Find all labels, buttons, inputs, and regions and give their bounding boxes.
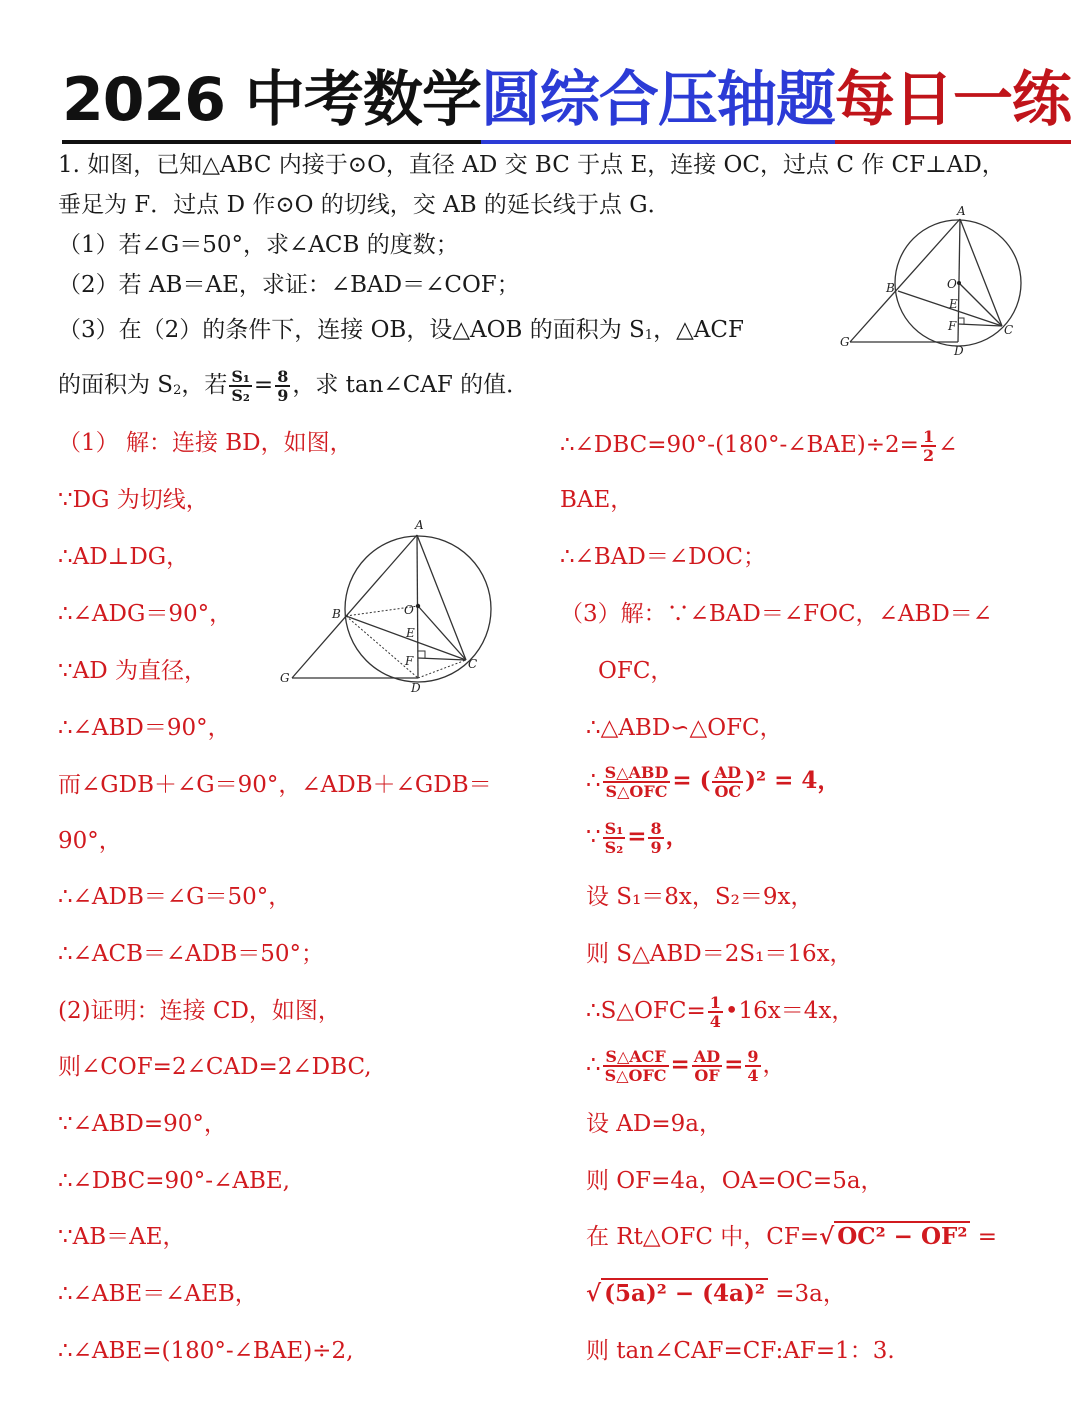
ratio-value-den: 9 bbox=[277, 386, 289, 405]
sol-right-15-b: = bbox=[970, 1224, 997, 1250]
quarter-num: 1 bbox=[709, 993, 721, 1012]
sqrt-5a-4a: √ (5a)² − (4a)² bbox=[586, 1279, 768, 1309]
question-3-cont bbox=[58, 368, 529, 406]
four: 4 bbox=[747, 1066, 759, 1085]
point-o bbox=[957, 281, 961, 285]
area-ofc: S△OFC bbox=[605, 782, 668, 801]
oc: OC bbox=[714, 782, 742, 801]
sqrt-oc-of: √ OC² − OF² bbox=[819, 1222, 970, 1252]
nine-quarters bbox=[745, 1048, 760, 1084]
point-o-2 bbox=[416, 604, 420, 608]
sol-right-16-b: =3a， bbox=[767, 1281, 846, 1307]
sol-right-9: 设 S₁＝8x，S₂＝9x， bbox=[586, 884, 814, 910]
ratio-s1-s2-sol bbox=[603, 820, 626, 856]
sol-right-7 bbox=[586, 764, 840, 800]
label-a: A bbox=[957, 204, 966, 218]
sol-right-5: OFC， bbox=[598, 658, 674, 684]
line-ag-2 bbox=[292, 535, 417, 678]
ratio-num: S₁ bbox=[231, 367, 250, 386]
problem-line-2: 垂足为 F．过点 D 作⊙O 的切线，交 AB 的延长线于点 G． bbox=[58, 192, 671, 218]
label-e: E bbox=[949, 297, 958, 311]
sol-left-9: ∴∠ADB＝∠G＝50°， bbox=[58, 884, 292, 910]
nine-2: 9 bbox=[747, 1047, 759, 1066]
question-1: （1）若∠G＝50°，求∠ACB 的度数； bbox=[58, 232, 459, 258]
quarter-den: 4 bbox=[709, 1012, 721, 1031]
line-cf-2 bbox=[418, 658, 466, 660]
area-ofc-2: S△OFC bbox=[604, 1066, 667, 1085]
sqrt-oc-of-radicand: OC² − OF² bbox=[834, 1221, 970, 1250]
half-num: 1 bbox=[922, 427, 935, 446]
page-title bbox=[62, 62, 1071, 142]
nine: 9 bbox=[650, 838, 662, 857]
sol-right-11 bbox=[586, 994, 854, 1030]
ratio-value-num: 8 bbox=[277, 367, 289, 386]
sol-left-3: ∴AD⊥DG， bbox=[58, 544, 190, 570]
sol-right-8-c: ， bbox=[665, 823, 689, 850]
sol-right-6: ∴△ABD∽△OFC， bbox=[586, 715, 783, 741]
ratio-value bbox=[275, 368, 290, 404]
sol-right-12-d: ， bbox=[762, 1052, 786, 1078]
sol-right-7-c: )² = 4， bbox=[745, 767, 841, 794]
area-ratio-acf-ofc bbox=[603, 1048, 669, 1084]
sol-right-11-a: ∴S△OFC= bbox=[586, 998, 706, 1024]
problem-figure bbox=[838, 200, 1038, 360]
sol-right-8 bbox=[586, 820, 689, 856]
ad: AD bbox=[712, 764, 743, 783]
sol-right-14: 则 OF=4a，OA=OC=5a， bbox=[586, 1168, 884, 1194]
sol-right-10: 则 S△ABD＝2S₁＝16x， bbox=[586, 941, 853, 967]
sol-right-7-a: ∴ bbox=[586, 768, 601, 794]
area-ratio-abd-ofc bbox=[603, 764, 671, 800]
ratio-ad-oc bbox=[712, 764, 743, 800]
question-3-eq: = bbox=[253, 372, 274, 398]
question-3-sub2: 2 bbox=[173, 383, 182, 398]
question-3-cont-c: ，求 tan∠CAF 的值． bbox=[292, 372, 530, 398]
ratio-ad-of bbox=[692, 1048, 722, 1084]
sol-right-8-b: = bbox=[627, 823, 647, 850]
half-den: 2 bbox=[922, 446, 935, 465]
question-3-sub1: 1 bbox=[644, 328, 654, 343]
sol-right-15-a: 在 Rt△OFC 中，CF= bbox=[586, 1224, 820, 1250]
ratio-den: S₂ bbox=[231, 386, 250, 405]
label-d: D bbox=[954, 344, 964, 358]
sol-right-15 bbox=[586, 1222, 997, 1252]
problem-line-1: 1. 如图，已知△ABC 内接于⊙O，直径 AD 交 BC 于点 E，连接 OC，过点 C 作 CF⊥AD， bbox=[58, 152, 1005, 178]
sol-right-12 bbox=[586, 1048, 786, 1084]
title-part-black: 2026 中考数学 bbox=[62, 62, 481, 144]
label-d-2: D bbox=[411, 681, 421, 695]
title-part-red: 每日一练 bbox=[835, 62, 1071, 144]
sol-right-12-b: = bbox=[670, 1051, 690, 1078]
s2: S₂ bbox=[604, 838, 624, 857]
label-g: G bbox=[840, 335, 850, 349]
line-ac bbox=[960, 219, 1002, 326]
sol-left-14: ∴∠DBC=90°-∠ABE, bbox=[58, 1168, 290, 1194]
sol-right-13: 设 AD=9a， bbox=[586, 1111, 722, 1137]
ad-2: AD bbox=[693, 1047, 721, 1066]
label-f-2: F bbox=[405, 654, 414, 668]
label-o-2: O bbox=[404, 603, 414, 617]
sol-left-12: 则∠COF=2∠CAD=2∠DBC, bbox=[58, 1054, 372, 1080]
sol-right-7-b: = ( bbox=[672, 767, 711, 794]
eight: 8 bbox=[650, 819, 662, 838]
title-part-blue: 圆综合压轴题 bbox=[481, 62, 835, 144]
sol-right-1 bbox=[560, 428, 957, 464]
sol-right-1-b: ∠ bbox=[938, 432, 958, 458]
label-b: B bbox=[886, 281, 895, 295]
area-acf: S△ACF bbox=[603, 1048, 669, 1067]
line-ag bbox=[850, 219, 960, 342]
label-c: C bbox=[1004, 323, 1014, 337]
label-c-2: C bbox=[468, 657, 478, 671]
sol-right-1-a: ∴∠DBC=90°-(180°-∠BAE)÷2= bbox=[560, 432, 919, 458]
sol-left-1: （1） 解：连接 BD，如图， bbox=[58, 430, 353, 456]
quarter-fraction bbox=[708, 994, 723, 1030]
label-a-2: A bbox=[415, 518, 424, 532]
sol-left-17: ∴∠ABE=(180°-∠BAE)÷2, bbox=[58, 1338, 354, 1364]
label-g-2: G bbox=[280, 671, 290, 685]
area-abd: S△ABD bbox=[604, 763, 669, 782]
sol-right-11-b: •16x＝4x， bbox=[724, 998, 855, 1024]
question-3-text-a: （3）在（2）的条件下，连接 OB，设△AOB 的面积为 S bbox=[58, 317, 645, 343]
sol-left-10: ∴∠ACB＝∠ADB＝50°； bbox=[58, 941, 325, 967]
sol-right-3: ∴∠BAD＝∠DOC； bbox=[560, 544, 767, 570]
sol-right-2: BAE， bbox=[560, 487, 634, 513]
sol-left-6: ∴∠ABD＝90°， bbox=[58, 715, 231, 741]
sol-left-11: (2)证明：连接 CD，如图， bbox=[58, 998, 341, 1024]
s1: S₁ bbox=[604, 819, 624, 838]
sol-left-13: ∵∠ABD=90°， bbox=[58, 1111, 227, 1137]
label-f: F bbox=[948, 319, 957, 333]
sol-left-2: ∵DG 为切线， bbox=[58, 487, 209, 513]
sol-right-16 bbox=[586, 1279, 846, 1309]
sol-left-4: ∴∠ADG＝90°， bbox=[58, 601, 233, 627]
solution-figure bbox=[276, 515, 516, 705]
question-3-cont-a: 的面积为 S bbox=[58, 372, 174, 398]
ratio-s1-s2 bbox=[229, 368, 252, 404]
sol-left-16: ∴∠ABE＝∠AEB， bbox=[58, 1281, 258, 1307]
sol-right-4: （3）解：∵∠BAD＝∠FOC，∠ABD＝∠ bbox=[560, 601, 993, 627]
question-3-text-b: ，△ACF bbox=[653, 317, 744, 343]
question-2: （2）若 AB＝AE，求证：∠BAD＝∠COF； bbox=[58, 272, 520, 298]
label-e-2: E bbox=[406, 626, 415, 640]
label-o: O bbox=[947, 277, 957, 291]
label-b-2: B bbox=[332, 607, 341, 621]
sol-right-12-a: ∴ bbox=[586, 1052, 601, 1078]
half-fraction bbox=[921, 428, 936, 464]
line-ac-2 bbox=[417, 535, 466, 660]
sqrt-5a-4a-radicand: (5a)² − (4a)² bbox=[601, 1278, 768, 1307]
line-oc bbox=[959, 283, 1002, 326]
eight-ninths bbox=[648, 820, 663, 856]
sol-left-7: 而∠GDB＋∠G＝90°，∠ADB＋∠GDB＝ bbox=[58, 772, 492, 798]
question-3-cont-b: ，若 bbox=[181, 372, 228, 398]
sol-left-8: 90°， bbox=[58, 828, 122, 854]
sol-right-17: 则 tan∠CAF=CF:AF=1：3. bbox=[586, 1338, 895, 1364]
sol-right-12-c: = bbox=[724, 1051, 744, 1078]
sol-left-5: ∵AD 为直径， bbox=[58, 658, 207, 684]
question-3 bbox=[58, 315, 744, 351]
sol-left-15: ∵AB＝AE， bbox=[58, 1224, 186, 1250]
right-angle-f-2 bbox=[418, 651, 425, 658]
of: OF bbox=[694, 1066, 720, 1085]
sol-right-8-a: ∵ bbox=[586, 824, 601, 850]
